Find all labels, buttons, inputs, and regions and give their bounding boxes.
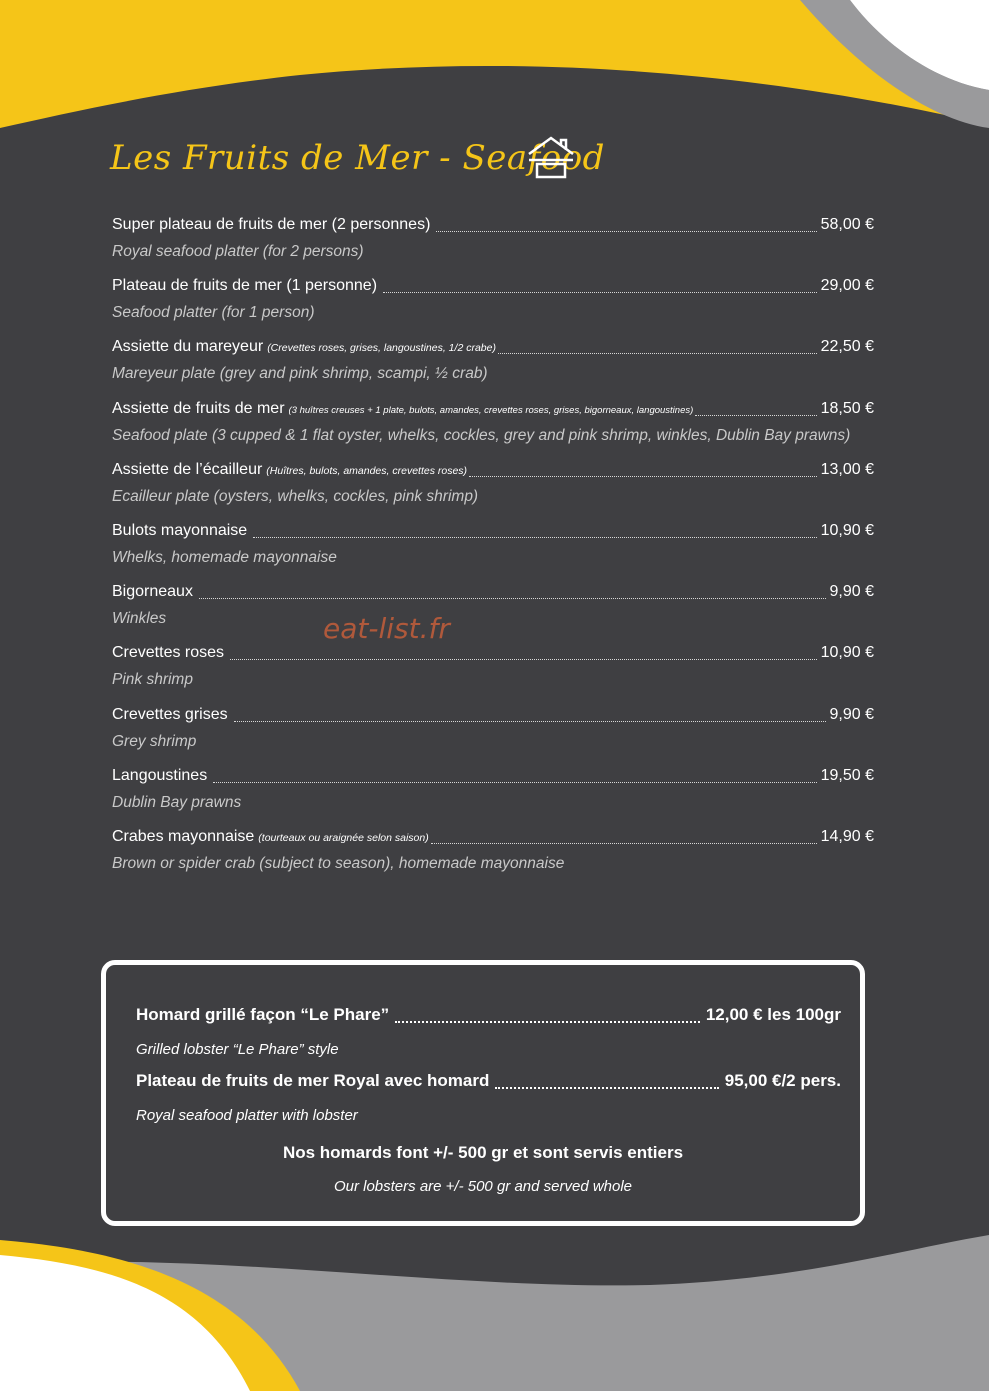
item-price: 58,00 € bbox=[820, 216, 874, 233]
menu-item bbox=[112, 518, 874, 579]
menu-item bbox=[112, 640, 874, 701]
royal-row bbox=[136, 1071, 841, 1091]
dot-leader bbox=[253, 536, 816, 538]
dot-leader bbox=[498, 352, 817, 354]
item-name: Bulots mayonnaise bbox=[112, 521, 248, 539]
dot-leader bbox=[395, 1020, 700, 1023]
item-english: Dublin Bay prawns bbox=[112, 793, 242, 811]
item-name: Langoustines bbox=[112, 766, 208, 784]
home-icon[interactable] bbox=[525, 134, 577, 180]
menu-item bbox=[112, 579, 874, 640]
menu-item bbox=[112, 457, 874, 518]
lobster-row bbox=[136, 1005, 841, 1025]
item-price: 18,50 € bbox=[820, 399, 874, 417]
dot-leader bbox=[695, 414, 816, 416]
item-english: Grey shrimp bbox=[112, 732, 197, 750]
item-english: Winkles bbox=[112, 610, 167, 628]
dot-leader bbox=[495, 1086, 718, 1089]
note-fr: Nos homards font +/- 500 gr et sont servis entiers bbox=[282, 1143, 684, 1162]
item-english: Whelks, homemade mayonnaise bbox=[112, 548, 337, 566]
lobster-box bbox=[101, 960, 865, 1226]
menu-item bbox=[112, 702, 874, 763]
item-english: Mareyeur plate (grey and pink shrimp, scampi, ½ crab) bbox=[112, 365, 488, 383]
item-detail: (Crevettes roses, grises, langoustines, 1/2 crabe) bbox=[267, 342, 496, 355]
lobster-price: 12,00 € les 100gr bbox=[705, 1005, 841, 1024]
item-price: 19,50 € bbox=[820, 766, 874, 784]
lobster-english: Grilled lobster “Le Phare” style bbox=[136, 1041, 339, 1058]
item-english: Brown or spider crab (subject to season), homemade mayonnaise bbox=[112, 854, 565, 872]
dot-leader bbox=[213, 781, 816, 783]
menu-item bbox=[112, 212, 874, 273]
dot-leader bbox=[230, 658, 817, 660]
note-en: Our lobsters are +/- 500 gr and served whole bbox=[333, 1178, 633, 1195]
item-price: 13,00 € bbox=[820, 460, 874, 478]
item-english: Seafood platter (for 1 person) bbox=[112, 304, 315, 322]
dot-leader bbox=[383, 291, 817, 293]
item-price: 10,90 € bbox=[820, 644, 874, 662]
page-title: Les Fruits de Mer - Seafood bbox=[110, 138, 605, 178]
royal-price: 95,00 €/2 pers. bbox=[724, 1071, 841, 1090]
menu-item bbox=[112, 396, 874, 457]
item-price: 14,90 € bbox=[820, 827, 874, 845]
dot-leader bbox=[469, 475, 817, 477]
item-english: Royal seafood platter (for 2 persons) bbox=[112, 243, 364, 260]
item-name: Crevettes grises bbox=[112, 705, 228, 723]
item-detail: (3 huîtres creuses + 1 plate, bulots, amandes, crevettes roses, grises, bigorneaux, langoustines) bbox=[288, 404, 694, 416]
item-english: Seafood plate (3 cupped & 1 flat oyster, whelks, cockles, grey and pink shrimp, winkles, Dublin Bay prawns) bbox=[112, 426, 851, 444]
item-price: 10,90 € bbox=[820, 521, 874, 539]
item-detail: (tourteaux ou araignée selon saison) bbox=[258, 831, 429, 844]
royal-name: Plateau de fruits de mer Royal avec homard bbox=[136, 1071, 490, 1090]
item-name: Crabes mayonnaise bbox=[112, 827, 255, 845]
item-price: 29,00 € bbox=[820, 277, 874, 295]
menu-item bbox=[112, 763, 874, 824]
item-price: 22,50 € bbox=[820, 338, 874, 356]
dot-leader bbox=[199, 597, 826, 599]
item-name: Crevettes roses bbox=[112, 644, 225, 662]
item-price: 9,90 € bbox=[829, 705, 874, 723]
item-name: Plateau de fruits de mer (1 personne) bbox=[112, 277, 378, 295]
menu-item bbox=[112, 273, 874, 334]
menu-list bbox=[112, 212, 874, 885]
item-english: Ecailleur plate (oysters, whelks, cockles, pink shrimp) bbox=[112, 487, 479, 505]
item-english: Pink shrimp bbox=[112, 671, 193, 689]
item-name: Assiette de fruits de mer bbox=[112, 399, 285, 417]
menu-item bbox=[112, 824, 874, 885]
lobster-name: Homard grillé façon “Le Phare” bbox=[136, 1005, 390, 1024]
dot-leader bbox=[436, 230, 816, 232]
dot-leader bbox=[234, 720, 826, 722]
watermark: eat-list.fr bbox=[323, 612, 450, 645]
item-name: Bigorneaux bbox=[112, 583, 193, 601]
item-price: 9,90 € bbox=[829, 583, 874, 601]
item-name: Super plateau de fruits de mer (2 personnes) bbox=[112, 216, 431, 233]
item-name: Assiette de l’écailleur bbox=[112, 460, 263, 478]
royal-english: Royal seafood platter with lobster bbox=[136, 1107, 358, 1124]
dot-leader bbox=[431, 842, 817, 844]
menu-item bbox=[112, 334, 874, 395]
item-name: Assiette du mareyeur bbox=[112, 338, 264, 356]
item-detail: (Huîtres, bulots, amandes, crevettes roses) bbox=[266, 464, 468, 477]
